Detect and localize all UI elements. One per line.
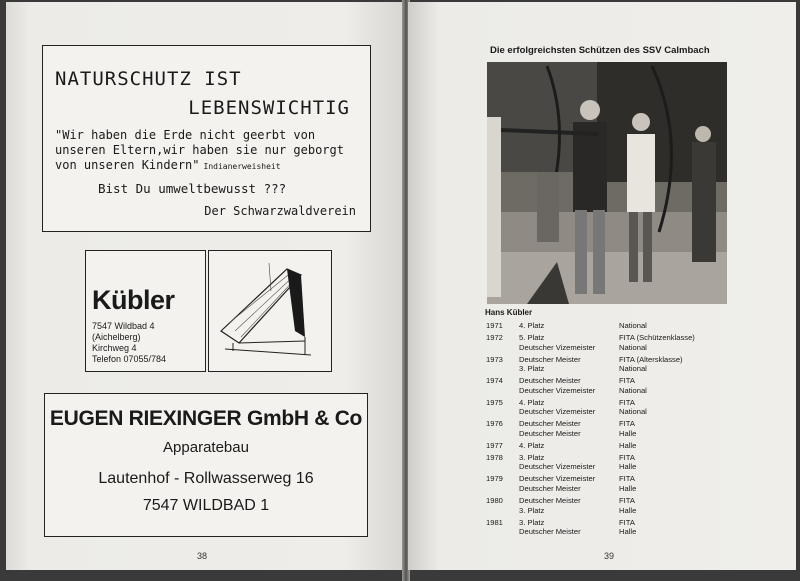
ad-headline-line2: LEBENSWICHTIG [188,97,350,119]
result-placements [519,496,619,515]
result-row [486,496,736,515]
placement: 5. Platz [519,332,545,342]
result-placements [519,376,619,395]
placement: 3. Platz [519,452,545,462]
result-placements [519,441,619,451]
result-year: 1971 [486,321,503,330]
result-year: 1980 [486,496,503,506]
result-row [486,453,736,472]
result-placements [519,321,619,331]
address-line: Kirchweg 4 [92,343,137,353]
placement: Deutscher Meister [519,484,581,494]
left-page [6,2,404,570]
address-line: (Aichelberg) [92,332,141,342]
ad-headline-line1: NATURSCHUTZ IST [55,68,242,90]
kuebler-address [92,321,166,365]
results-table [486,321,736,539]
result-categories [619,441,736,451]
result-placements [519,355,619,374]
category: National [619,342,647,352]
result-categories [619,376,736,395]
placement: Deutscher Meister [519,428,581,438]
placement: 4. Platz [519,440,545,450]
category: FITA [619,474,635,484]
category: FITA [619,452,635,462]
result-placements [519,453,619,472]
result-row [486,474,736,493]
riexinger-street: Lautenhof - Rollwasserweg 16 [98,470,314,487]
kuebler-product-drawing [208,250,332,372]
result-placements [519,333,619,352]
category: National [619,385,647,395]
address-line: Telefon 07055/784 [92,354,167,364]
page-number-left: 38 [197,551,208,561]
solar-collector-illustration [209,251,331,371]
category: Halle [619,505,637,515]
result-year: 1973 [486,354,503,364]
riexinger-city: 7547 WILDBAD 1 [142,497,270,514]
quote-source: Indianerweisheit [203,162,281,171]
category: National [619,321,647,330]
ad-quote [55,128,360,174]
riexinger-ad [44,393,368,537]
placement: 3. Platz [519,364,545,374]
result-row [486,419,736,438]
result-year: 1972 [486,332,503,342]
result-row [486,321,736,331]
result-categories [619,453,736,472]
page-number-right: 39 [604,551,615,561]
ad-question: Bist Du umweltbewusst ??? [98,181,287,196]
category: FITA (Schützenklasse) [619,332,695,342]
archers-photo-image [487,62,727,304]
category: FITA [619,376,635,386]
result-row [486,355,736,374]
kuebler-ad [85,250,206,372]
result-row [486,518,736,537]
result-year: 1976 [486,419,503,429]
ad-signature: Der Schwarzwaldverein [204,204,356,218]
result-year: 1979 [486,474,503,484]
result-categories [619,419,736,438]
placement: Deutscher Meister [519,527,581,537]
result-year: 1981 [486,517,503,527]
category: National [619,364,647,374]
category: National [619,407,647,417]
kuebler-logo: Kübler [92,285,175,315]
placement: 4. Platz [519,321,545,330]
result-categories [619,518,736,537]
placement: Deutscher Vizemeister [519,462,596,472]
category: FITA [619,397,635,407]
result-year: 1974 [486,376,503,386]
result-row [486,398,736,417]
result-categories [619,355,736,374]
right-page [408,2,796,570]
category: Halle [619,462,637,472]
photo-caption: Hans Kübler [485,308,533,317]
category: FITA [619,496,635,506]
category: Halle [619,527,637,537]
result-year: 1977 [486,440,503,450]
category: FITA [619,517,635,527]
result-placements [519,398,619,417]
result-year: 1978 [486,452,503,462]
category: Halle [619,440,637,450]
result-placements [519,419,619,438]
category: Halle [619,428,637,438]
result-year: 1975 [486,397,503,407]
category: FITA [619,419,635,429]
placement: Deutscher Meister [519,376,581,386]
placement: Deutscher Meister [519,419,581,429]
quote-text: "Wir haben die Erde nicht geerbt von unseren Eltern,wir haben sie nur geborgt von unseren Kindern" [55,128,344,172]
result-row [486,376,736,395]
placement: Deutscher Vizemeister [519,407,596,417]
placement: 3. Platz [519,517,545,527]
placement: Deutscher Vizemeister [519,474,596,484]
placement: Deutscher Meister [519,496,581,506]
address-line: 7547 Wildbad 4 [92,321,155,331]
category: FITA (Altersklasse) [619,354,683,364]
placement: Deutscher Vizemeister [519,385,596,395]
nature-conservation-ad [42,45,371,232]
result-categories [619,321,736,331]
page-title: Die erfolgreichsten Schützen des SSV Calmbach [490,45,710,56]
placement: Deutscher Vizemeister [519,342,596,352]
placement: 4. Platz [519,397,545,407]
placement: Deutscher Meister [519,354,581,364]
riexinger-subtitle: Apparatebau [163,439,249,456]
result-placements [519,518,619,537]
result-row [486,333,736,352]
placement: 3. Platz [519,505,545,515]
result-categories [619,333,736,352]
result-categories [619,496,736,515]
category: Halle [619,484,637,494]
riexinger-firm-name: EUGEN RIEXINGER GmbH & Co [49,407,363,430]
result-placements [519,474,619,493]
result-categories [619,398,736,417]
result-categories [619,474,736,493]
archery-photo [487,62,727,304]
result-row [486,441,736,451]
